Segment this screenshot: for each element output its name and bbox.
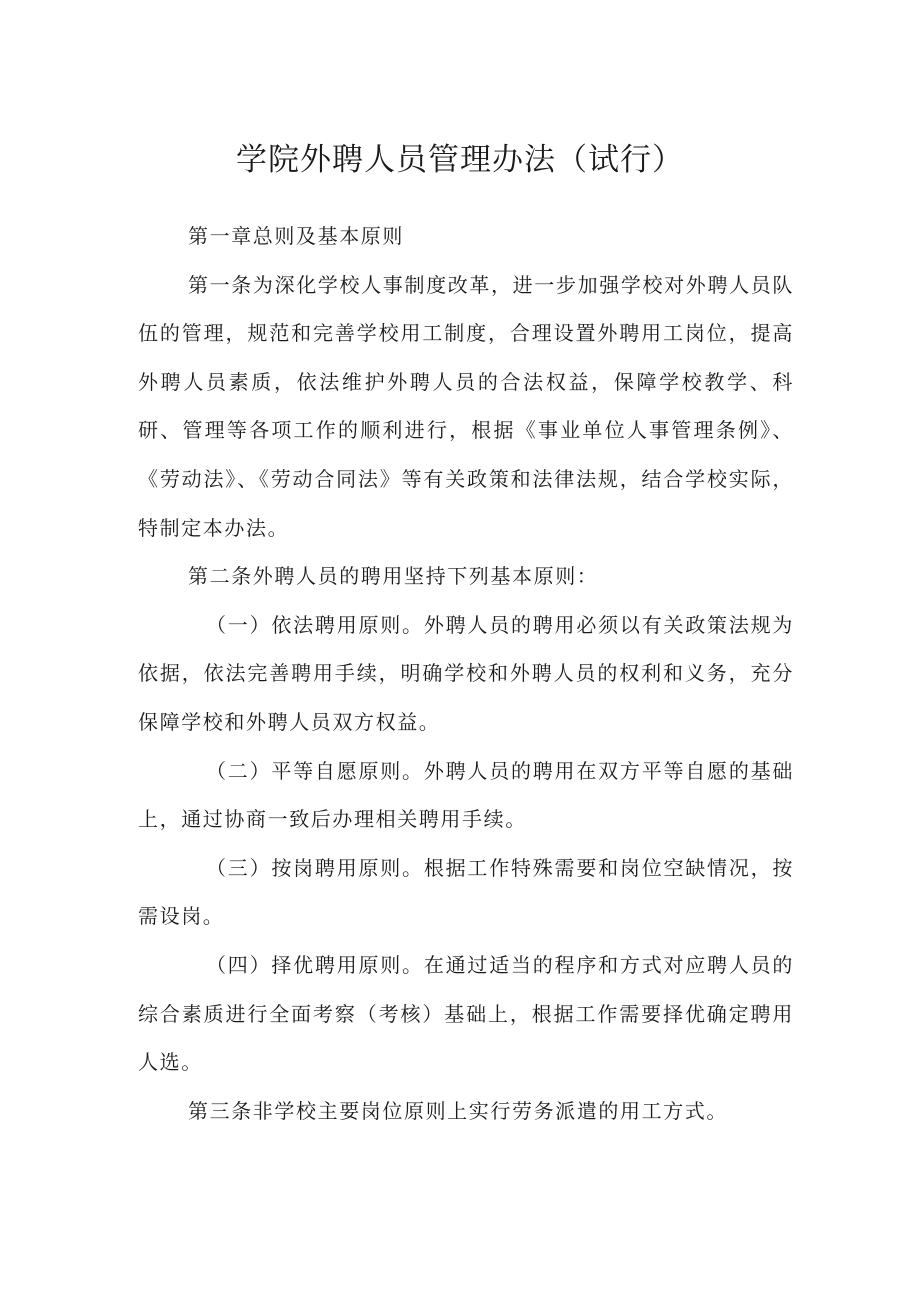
article-3: 第三条非学校主要岗位原则上实行劳务派遣的用工方式。 bbox=[188, 1098, 728, 1123]
principle-2: （二）平等自愿原则。外聘人员的聘用在双方平等自愿的基础上，通过协商一致后办理相关聘用手续。 bbox=[138, 758, 794, 832]
document-body bbox=[138, 212, 794, 1135]
chapter-heading: 第一章总则及基本原则 bbox=[188, 224, 404, 248]
principle-3: （三）按岗聘用原则。根据工作特殊需要和岗位空缺情况，按需设岗。 bbox=[138, 855, 794, 929]
principle-4: （四）择优聘用原则。在通过适当的程序和方式对应聘人员的综合素质进行全面考察（考核）基础上，根据工作需要择优确定聘用人选。 bbox=[138, 952, 794, 1075]
document-title: 学院外聘人员管理办法（试行） bbox=[236, 142, 684, 178]
article-1: 第一条为深化学校人事制度改革，进一步加强学校对外聘人员队伍的管理，规范和完善学校用工制度，合理设置外聘用工岗位，提高外聘人员素质，依法维护外聘人员的合法权益，保障学校教学、科研、管理等各项工作的顺利进行，根据《事业单位人事管理条例》、《劳动法》、《劳动合同法》等有关政策和法律法规，结合学校实际，特制定本办法。 bbox=[138, 272, 794, 540]
principle-1: （一）依法聘用原则。外聘人员的聘用必须以有关政策法规为依据，依法完善聘用手续，明确学校和外聘人员的权利和义务，充分保障学校和外聘人员双方权益。 bbox=[138, 612, 794, 734]
article-2: 第二条外聘人员的聘用坚持下列基本原则： bbox=[188, 564, 599, 589]
